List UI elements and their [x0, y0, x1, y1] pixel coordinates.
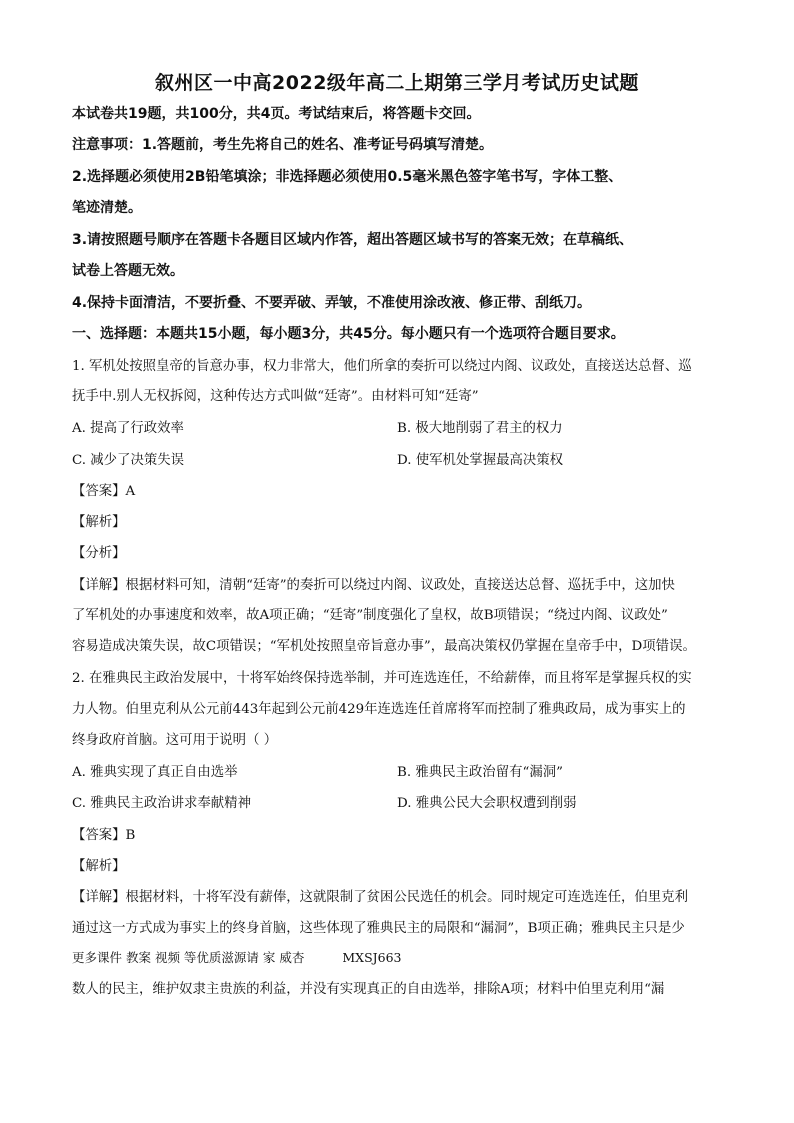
footer-ad: [72, 948, 402, 968]
q1-fenxi-label: 【分析】: [72, 546, 126, 561]
q1-detail: 容易造成决策失误，故C项错误；“军机处按照皇帝旨意办事”，最高决策权仍掌握在皇帝手中，D项错误。: [72, 639, 696, 654]
q2-analysis-label: 【解析】: [72, 859, 126, 874]
instruction-line: 笔迹清楚。: [72, 200, 142, 216]
q2-option-d: D. 雅典公民大会职权遭到削弱: [397, 796, 577, 811]
instruction-line: 3.请按照题号顺序在答题卡各题目区域内作答，超出答题区域书写的答案无效；在草稿纸、: [72, 232, 634, 248]
q2-answer: 【答案】B: [72, 828, 136, 843]
q2-option-c: C. 雅典民主政治讲求奉献精神: [72, 796, 251, 811]
instruction-line: 2.选择题必须使用2B铅笔填涂；非选择题必须使用0.5毫米黑色签字笔书写，字体工整、: [72, 169, 623, 185]
q1-option-d: D. 使军机处掌握最高决策权: [397, 453, 564, 468]
question-1-stem: 1. 军机处按照皇帝的旨意办事，权力非常大，他们所拿的奏折可以绕过内阁、议政处，直接送达总督、巡: [72, 359, 692, 374]
q1-detail: 了军机处的办事速度和效率，故A项正确；“廷寄”制度强化了皇权，故B项错误；“绕过内阁、议政处”: [72, 608, 668, 623]
section-heading: 一、选择题：本题共15小题，每小题3分，共45分。每小题只有一个选项符合题目要求。: [72, 326, 625, 342]
q1-analysis-label: 【解析】: [72, 515, 126, 530]
ad-code: MXSJ663: [342, 950, 402, 965]
question-1-stem: 抚手中.别人无权拆阅，这种传达方式叫做“廷寄”。由材料可知“廷寄”: [72, 389, 479, 404]
q1-option-c: C. 减少了决策失误: [72, 453, 185, 468]
instruction-line: 本试卷共19题，共100分，共4页。考试结束后，将答题卡交回。: [72, 106, 481, 122]
q2-detail: 数人的民主，维护奴隶主贵族的利益，并没有实现真正的自由选举，排除A项；材料中伯里克利用“漏: [72, 982, 665, 997]
q1-answer: 【答案】A: [72, 484, 136, 499]
q2-option-b: B. 雅典民主政治留有“漏洞”: [397, 765, 563, 780]
question-2-stem: 2. 在雅典民主政治发展中，十将军始终保持选举制，并可连选连任，不给薪俸，而且将军是掌握兵权的实: [72, 671, 692, 686]
instruction-line: 4.保持卡面清洁，不要折叠、不要弄破、弄皱，不准使用涂改液、修正带、刮纸刀。: [72, 295, 592, 311]
ad-text: 更多课件 教案 视频 等优质滋源请 家 威杏: [72, 950, 305, 965]
page-title: 叙州区一中高2022级年高二上期第三学月考试历史试题: [155, 72, 639, 94]
q2-detail: 通过这一方式成为事实上的终身首脑，这些体现了雅典民主的局限和“漏洞”，B项正确；雅典民主只是少: [72, 921, 685, 936]
q1-option-a: A. 提高了行政效率: [72, 421, 184, 436]
instruction-line: 注意事项：1.答题前，考生先将自己的姓名、准考证号码填写清楚。: [72, 137, 494, 153]
q1-detail: 【详解】根据材料可知，清朝“廷寄”的奏折可以绕过内阁、议政处，直接送达总督、巡抚手中，这加快: [72, 578, 675, 593]
question-2-stem: 力人物。伯里克利从公元前443年起到公元前429年连选连任首席将军而控制了雅典政局，成为事实上的: [72, 702, 686, 717]
q2-detail: 【详解】根据材料，十将军没有薪俸，这就限制了贫困公民选任的机会。同时规定可连选连任，伯里克利: [72, 890, 688, 905]
question-2-stem: 终身政府首脑。这可用于说明（ ）: [72, 733, 278, 748]
instruction-line: 试卷上答题无效。: [72, 263, 184, 279]
q2-option-a: A. 雅典实现了真正自由选举: [72, 765, 238, 780]
q1-option-b: B. 极大地削弱了君主的权力: [397, 421, 563, 436]
